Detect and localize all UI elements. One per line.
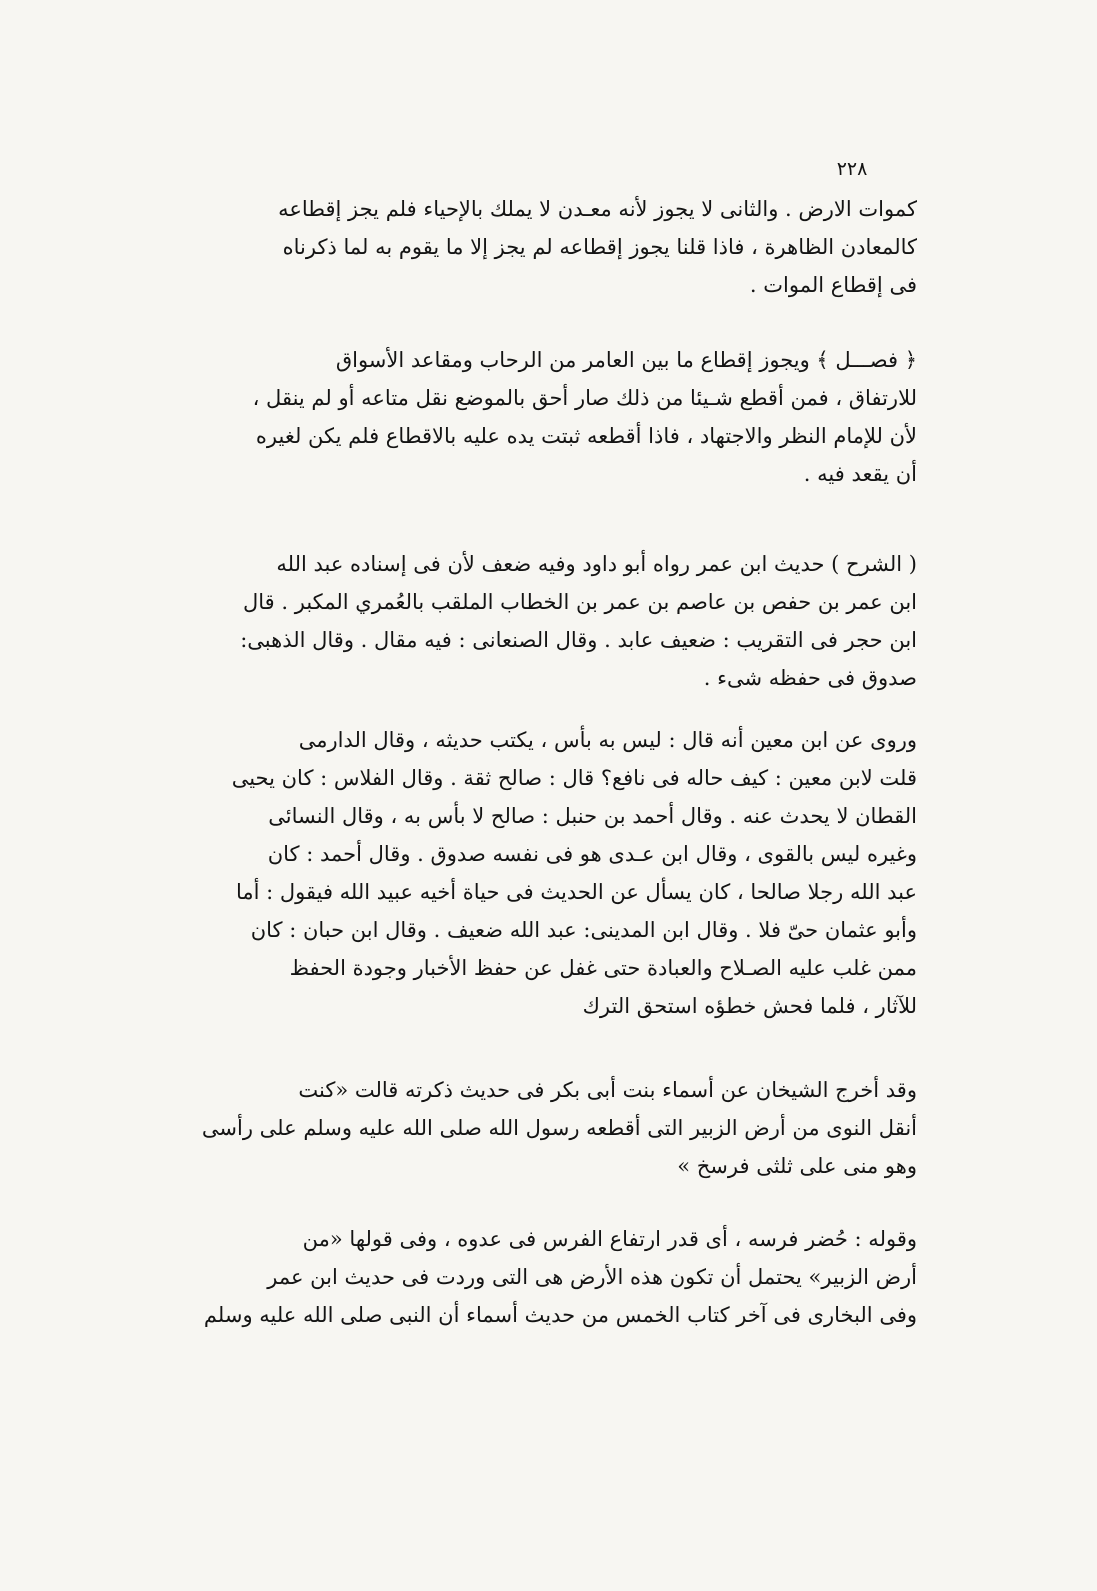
text-line: ممن غلب عليه الصـلاح والعبادة حتى غفل عن حفظ الأخبار وجودة الحفظ <box>289 956 917 980</box>
paragraph-asma-hadith <box>175 1071 917 1185</box>
text-line: القطان لا يحدث عنه . وقال أحمد بن حنبل : صالح لا بأس به ، وقال النسائى <box>268 804 917 828</box>
text-line: عبد الله رجلا صالحا ، كان يسأل عن الحديث فى حياة أخيه عبيد الله فيقول : أما <box>235 880 917 904</box>
paragraph-fasl <box>175 341 917 493</box>
text-line: وقوله : حُضر فرسه ، أى قدر ارتفاع الفرس فى عدوه ، وفى قولها «من <box>302 1227 917 1251</box>
text-line: وأبو عثمان حىّ فلا . وقال ابن المدينى: عبد الله ضعيف . وقال ابن حبان : كان <box>250 918 917 942</box>
text-line: لأن للإمام النظر والاجتهاد ، فاذا أقطعه ثبتت يده عليه بالاقطاع فلم يكن لغيره <box>255 424 917 448</box>
paragraph-mines-iqta <box>175 190 917 304</box>
paragraph-narrator-assessment <box>175 721 917 1025</box>
text-line: للارتفاق ، فمن أقطع شـيئا من ذلك صار أحق بالموضع نقل متاعه أو لم ينقل ، <box>252 386 917 410</box>
text-line: أن يقعد فيه . <box>803 462 917 486</box>
text-line: كموات الارض . والثانى لا يجوز لأنه معـدن لا يملك بالإحياء فلم يجز إقطاعه <box>278 197 917 221</box>
text-line: أنقل النوى من أرض الزبير التى أقطعه رسول الله صلى الله عليه وسلم على رأسى <box>201 1116 917 1140</box>
text-line: كالمعادن الظاهرة ، فاذا قلنا يجوز إقطاعه لم يجز إلا ما يقوم به لما ذكرناه <box>282 235 917 259</box>
text-line: للآثار ، فلما فحش خطؤه استحق الترك <box>582 994 917 1018</box>
text-line: فى إقطاع الموات . <box>749 273 917 297</box>
text-line: ﴿ فصـــل ﴾ ويجوز إقطاع ما بين العامر من الرحاب ومقاعد الأسواق <box>335 348 917 372</box>
text-line: وروى عن ابن معين أنه قال : ليس به بأس ، يكتب حديثه ، وقال الدارمى <box>298 728 917 752</box>
text-line: وهو منى على ثلثى فرسخ » <box>677 1154 917 1178</box>
page-number: ٢٢٨ <box>836 158 868 180</box>
text-line: وقد أخرج الشيخان عن أسماء بنت أبى بكر فى حديث ذكرته قالت «كنت <box>298 1078 917 1102</box>
text-line: قلت لابن معين : كيف حاله فى نافع؟ قال : صالح ثقة . وقال الفلاس : كان يحيى <box>231 766 917 790</box>
text-line: وفى البخارى فى آخر كتاب الخمس من حديث أسماء أن النبى صلى الله عليه وسلم <box>203 1303 917 1327</box>
paragraph-sharh <box>175 545 917 697</box>
text-line: ( الشرح ) حديث ابن عمر رواه أبو داود وفيه ضعف لأن فى إسناده عبد الله <box>276 552 917 576</box>
text-line: وغيره ليس بالقوى ، وقال ابن عـدى هو فى نفسه صدوق . وقال أحمد : كان <box>267 842 917 866</box>
text-line: ابن عمر بن حفص بن عاصم بن عمر بن الخطاب الملقب بالعُمري المكبر . قال <box>243 590 917 614</box>
text-line: ابن حجر فى التقريب : ضعيف عابد . وقال الصنعانى : فيه مقال . وقال الذهبى: <box>240 628 917 652</box>
text-line: صدوق فى حفظه شىء . <box>703 666 917 690</box>
text-line: أرض الزبير» يحتمل أن تكون هذه الأرض هى التى وردت فى حديث ابن عمر <box>267 1265 917 1289</box>
paragraph-commentary <box>175 1220 917 1334</box>
